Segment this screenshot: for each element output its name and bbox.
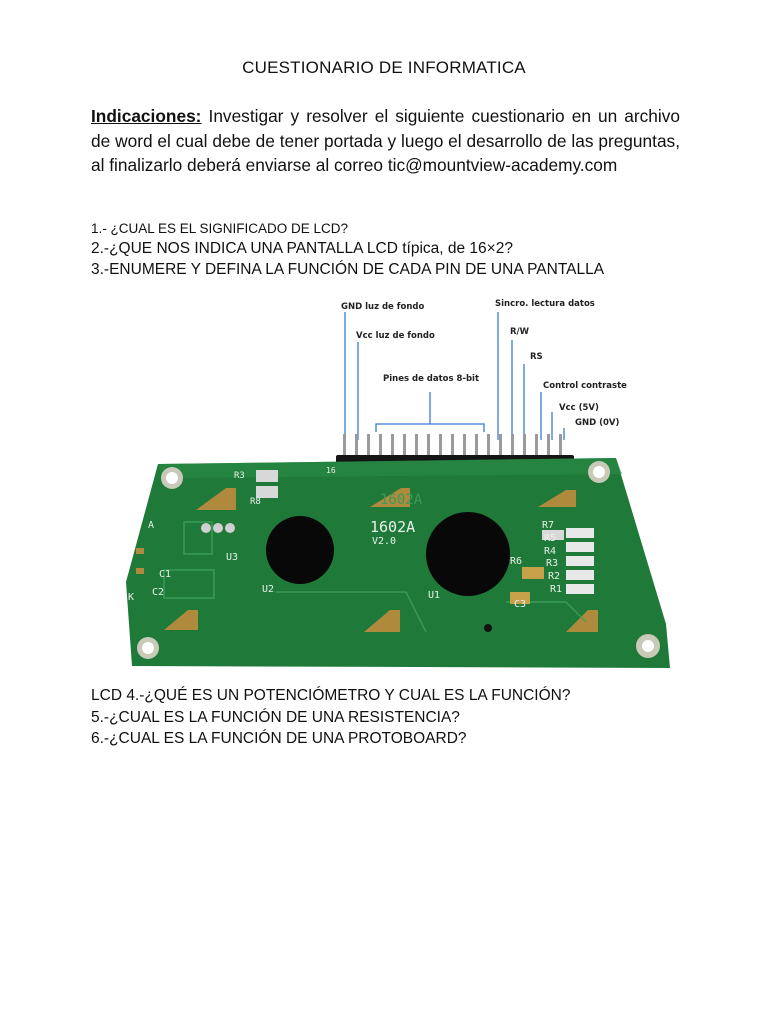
label-rs: RS xyxy=(530,352,543,362)
question-6: 6.-¿CUAL ES LA FUNCIÓN DE UNA PROTOBOARD? xyxy=(91,730,467,747)
board-r1: R1 xyxy=(550,584,563,595)
question-5: 5.-¿CUAL ES LA FUNCIÓN DE UNA RESISTENCIA? xyxy=(91,709,460,726)
question-3: 3.-ENUMERE Y DEFINA LA FUNCIÓN DE CADA PIN DE UNA PANTALLA xyxy=(91,261,605,278)
instructions-text: Investigar y resolver el siguiente cuestionario en un archivo de word el cual debe de tener portada y luego el desarrollo de las preguntas, al finalizarlo deberá enviarse al correo tic@mountview-academy.com xyxy=(91,106,680,175)
label-vcc-backlight: Vcc luz de fondo xyxy=(356,331,435,341)
board-r2: R2 xyxy=(548,571,561,582)
board-r3b: R3 xyxy=(546,558,559,569)
board-r8: R8 xyxy=(250,497,261,507)
board-r4: R4 xyxy=(544,546,557,557)
question-4: LCD 4.-¿QUÉ ES UN POTENCIÓMETRO Y CUAL ES LA FUNCIÓN? xyxy=(91,687,571,704)
label-gnd: GND (0V) xyxy=(575,418,620,428)
question-2: 2.-¿QUE NOS INDICA UNA PANTALLA LCD típica, de 16×2? xyxy=(91,240,513,257)
label-vcc: Vcc (5V) xyxy=(559,403,599,413)
board-model: 1602A xyxy=(370,518,416,536)
label-rw: R/W xyxy=(510,327,530,337)
pcb-board xyxy=(126,458,670,668)
instructions-label: Indicaciones: xyxy=(91,106,202,126)
board-a: A xyxy=(148,520,155,531)
board-pin-16: 16 xyxy=(326,466,336,475)
label-gnd-backlight: GND luz de fondo xyxy=(341,302,425,312)
question-1: 1.- ¿CUAL ES EL SIGNIFICADO DE LCD? xyxy=(91,221,349,236)
label-contrast: Control contraste xyxy=(543,381,627,391)
board-r5: R5 xyxy=(544,533,557,544)
label-data-pins: Pines de datos 8-bit xyxy=(383,374,480,384)
board-c2: C2 xyxy=(152,587,165,598)
board-c3: C3 xyxy=(514,599,527,610)
board-r7: R7 xyxy=(542,520,555,531)
board-u3: U3 xyxy=(226,552,239,563)
board-u2: U2 xyxy=(262,584,275,595)
board-r3: R3 xyxy=(234,471,245,481)
board-c1: C1 xyxy=(159,569,172,580)
board-version: V2.0 xyxy=(372,536,397,547)
instructions-paragraph xyxy=(91,104,680,178)
board-u1: U1 xyxy=(428,590,441,601)
document-title: CUESTIONARIO DE INFORMATICA xyxy=(242,58,526,77)
board-r6: R6 xyxy=(510,556,523,567)
board-k: K xyxy=(128,592,135,603)
lcd-module-figure xyxy=(126,292,672,674)
board-model-faded: 1602A xyxy=(380,492,423,508)
label-sync: Sincro. lectura datos xyxy=(495,299,595,309)
